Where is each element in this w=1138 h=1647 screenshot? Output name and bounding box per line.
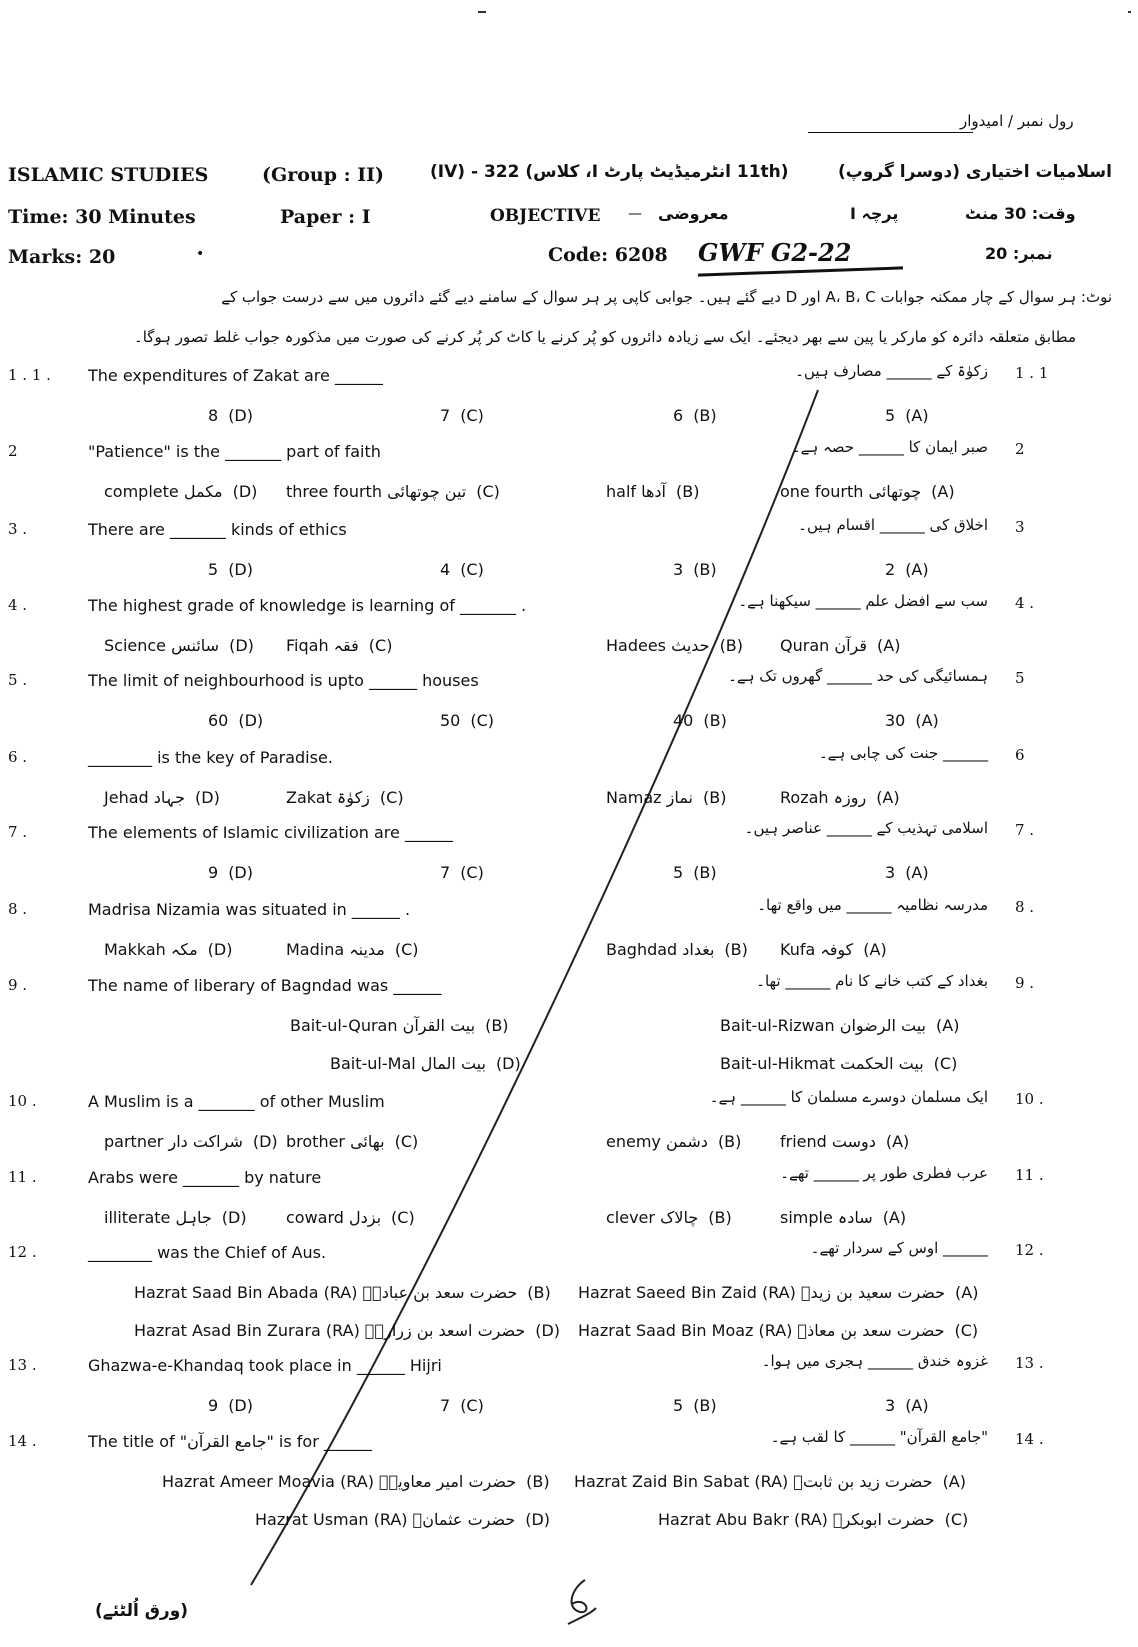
option-b [673,1396,717,1415]
question-number: 10 . [8,1092,37,1110]
question-text-en: ________ was the Chief of Aus. [88,1243,327,1262]
option-a [720,1016,959,1035]
option-letter: (D) [221,1208,247,1227]
option-text: Hazrat Saad Bin Moaz (RA) حضرت سعد بن معاذؓ [578,1321,945,1340]
objective-label-ur: معروضی [658,204,729,223]
question-text-ur: "جامع القرآن" ______ کا لقب ہے۔ [770,1428,988,1446]
option-a [780,1208,906,1227]
option-c [286,940,419,959]
option-d [104,940,232,959]
option-c [286,788,404,807]
turn-over-note: (ورق اُلٹئے) [95,1601,189,1621]
option-c [286,482,500,501]
option-a [780,482,955,501]
option-text: clever چالاک [606,1208,699,1227]
question-number-ur: 14 . [1015,1430,1044,1448]
option-letter: (D) [228,863,253,882]
option-letter: (A) [936,1016,960,1035]
option-text: illiterate جاہل [104,1208,212,1227]
option-a [780,788,900,807]
subject-title-en: ISLAMIC STUDIES [8,164,209,186]
option-letter: (D) [195,788,220,807]
option-text: Quran قرآن [780,636,868,655]
question-text-en: The limit of neighbourhood is upto ______ houses [88,671,479,690]
question-number-ur: 3 [1015,518,1025,536]
option-letter: (B) [702,788,727,807]
option-d [104,1132,278,1151]
option-letter: (A) [882,1208,907,1227]
option-letter: (B) [693,1396,717,1415]
question-text-en: "Patience" is the _______ part of faith [88,442,381,461]
option-text: 9 [208,1396,219,1415]
option-text: partner شراکت دار [104,1132,243,1151]
question-number: 12 . [8,1243,37,1261]
option-letter: (A) [931,482,955,501]
option-d [104,482,257,501]
question-text-ur: مدرسہ نظامیہ ______ میں واقع تھا۔ [757,896,988,914]
question-text-en: The title of "جامع القرآن" is for ______ [88,1432,372,1451]
option-text: enemy دشمن [606,1132,708,1151]
option-text: Hazrat Saad Bin Abada (RA) حضرت سعد بن عبادہؓ [134,1283,518,1302]
option-text: Zakat زکوٰۃ [286,788,370,807]
option-text: Madina مدینہ [286,940,385,959]
time-label-ur: وقت: 30 منٹ [965,204,1076,223]
option-text: Science سائنس [104,636,220,655]
option-text: 7 [440,406,451,425]
question-number: 2 [8,442,18,460]
option-b [673,406,717,425]
question-number: 5 . [8,671,28,689]
question-text-ur: اسلامی تہذیب کے ______ عناصر ہیں۔ [744,819,988,837]
option-text: 5 [208,560,219,579]
question-number: 4 . [8,596,28,614]
question-text-en: ________ is the key of Paradise. [88,748,333,767]
option-b [606,940,748,959]
question-text-ur: ہمسائیگی کی حد ______ گھروں تک ہے۔ [728,667,988,685]
option-text: Bait-ul-Hikmat بیت الحکمت [720,1054,924,1073]
option-letter: (A) [905,1396,929,1415]
option-letter: (C) [391,1208,415,1227]
option-letter: (B) [719,636,744,655]
option-letter: (B) [527,1283,551,1302]
instruction-note-line-1: نوٹ: ہر سوال کے چار ممکنہ جوابات A، B، C اور D دیے گئے ہیں۔ جوابی کاپی پر ہر سوال کے سامنے دیے گئے دائروں میں سے درست جواب کے [221,288,1112,306]
marks-label-ur: نمبر: 20 [985,244,1053,263]
option-text: half آدھا [606,482,666,501]
option-c [658,1510,968,1529]
option-c [578,1321,978,1340]
question-number: 8 . [8,900,28,918]
paper-code-title-ur: (11th انٹرمیڈیٹ پارٹ I، کلاس) 322 - (IV) [430,162,789,182]
option-text: Hazrat Abu Bakr (RA) حضرت ابوبکرؓ [658,1510,935,1529]
option-text: 40 [673,711,694,730]
option-a [885,1396,929,1415]
option-b [606,636,743,655]
option-text: 7 [440,863,451,882]
question-text-ur: سب سے افضل علم ______ سیکھنا ہے۔ [738,592,988,610]
option-letter: (B) [526,1472,550,1491]
option-text: 9 [208,863,219,882]
option-c [720,1054,957,1073]
option-letter: (D) [495,1054,521,1073]
option-text: 60 [208,711,229,730]
option-c [440,1396,484,1415]
option-text: 7 [440,1396,451,1415]
option-b [673,863,717,882]
option-letter: (D) [228,406,253,425]
option-letter: (A) [905,406,929,425]
option-b [606,1208,732,1227]
option-letter: (C) [379,788,404,807]
option-a [780,636,900,655]
option-letter: (B) [703,711,727,730]
option-text: Bait-ul-Quran بیت القرآن [290,1016,476,1035]
option-letter: (C) [470,711,495,730]
option-d [208,711,263,730]
option-letter: (A) [877,636,901,655]
question-text-en: A Muslim is a _______ of other Muslim [88,1092,385,1111]
option-text: three fourth تین چوتھائی [286,482,467,501]
option-letter: (B) [676,482,700,501]
bullet-dot: • [196,246,205,262]
question-number-ur: 13 . [1015,1354,1044,1372]
question-text-ur: ایک مسلمان دوسرے مسلمان کا ______ ہے۔ [709,1088,988,1106]
question-number-ur: 6 [1015,746,1025,764]
option-letter: (D) [535,1321,561,1340]
option-letter: (D) [252,1132,278,1151]
option-d [104,1208,247,1227]
option-c [286,1208,415,1227]
option-c [440,406,484,425]
question-number-ur: 4 . [1015,594,1035,612]
option-a [885,711,939,730]
option-text: Hadees حدیث [606,636,710,655]
option-text: 3 [673,560,684,579]
option-d [255,1510,550,1529]
option-d [208,863,253,882]
question-text-ur: عرب فطری طور پر ______ تھے۔ [780,1164,988,1182]
option-c [286,636,392,655]
option-text: Hazrat Zaid Bin Sabat (RA) حضرت زید بن ثابتؓ [574,1472,933,1491]
option-letter: (D) [228,1396,253,1415]
option-text: Bait-ul-Mal بیت المال [330,1054,486,1073]
option-letter: (B) [693,560,717,579]
question-number: 3 . [8,520,28,538]
option-text: complete مکمل [104,482,223,501]
option-c [286,1132,418,1151]
option-text: 2 [885,560,896,579]
option-d [104,636,254,655]
question-number: 13 . [8,1356,37,1374]
option-letter: (B) [693,863,717,882]
option-text: 6 [673,406,684,425]
option-letter: (A) [885,1132,910,1151]
time-label-en: Time: 30 Minutes [8,206,196,228]
question-text-en: The name of liberary of Bagndad was ______ [88,976,442,995]
roll-number-label: رول نمبر / امیدوار [960,112,1074,130]
option-b [290,1016,509,1035]
option-text: 5 [673,1396,684,1415]
option-text: Baghdad بغداد [606,940,715,959]
option-letter: (D) [232,482,258,501]
option-b [162,1472,550,1491]
option-letter: (A) [942,1472,966,1491]
code-label-en: Code: 6208 [548,244,668,266]
option-letter: (A) [915,711,939,730]
option-letter: (B) [717,1132,742,1151]
question-number: 14 . [8,1432,37,1450]
question-text-en: Arabs were _______ by nature [88,1168,322,1187]
question-text-ur: بغداد کے کتب خانے کا نام ______ تھا۔ [756,972,988,990]
paper-label-ur: پرچہ I [850,204,899,223]
option-letter: (A) [876,788,900,807]
option-d [330,1054,521,1073]
option-text: 3 [885,863,896,882]
option-letter: (C) [394,940,419,959]
question-text-en: The expenditures of Zakat are ______ [88,366,383,385]
option-c [440,711,494,730]
question-number: 1 . 1 . [8,366,51,384]
option-text: Hazrat Saeed Bin Zaid (RA) حضرت سعید بن زیدؓ [578,1283,946,1302]
option-letter: (C) [460,1396,484,1415]
option-text: Makkah مکہ [104,940,198,959]
option-a [885,406,929,425]
option-letter: (D) [207,940,233,959]
question-number-ur: 2 [1015,440,1025,458]
question-text-en: Madrisa Nizamia was situated in ______ . [88,900,411,919]
question-number-ur: 5 [1015,669,1025,687]
objective-label-en: OBJECTIVE [490,206,601,226]
option-b [134,1283,551,1302]
question-number: 7 . [8,823,28,841]
option-c [440,863,484,882]
option-text: simple سادہ [780,1208,873,1227]
option-b [673,711,727,730]
question-text-ur: اخلاق کی ______ اقسام ہیں۔ [798,516,988,534]
option-text: coward بزدل [286,1208,382,1227]
option-letter: (B) [724,940,748,959]
option-letter: (C) [954,1321,979,1340]
question-text-ur: ______ اوس کے سردار تھے۔ [810,1239,988,1257]
option-text: Bait-ul-Rizwan بیت الرضوان [720,1016,926,1035]
option-d [104,788,220,807]
option-a [780,1132,909,1151]
question-number-ur: 10 . [1015,1090,1044,1108]
roll-number-line [808,132,973,133]
option-letter: (A) [905,863,929,882]
option-letter: (C) [460,560,484,579]
question-number-ur: 8 . [1015,898,1035,916]
option-letter: (D) [238,711,264,730]
question-text-en: The highest grade of knowledge is learning of _______ . [88,596,527,615]
option-b [606,482,699,501]
option-letter: (B) [708,1208,732,1227]
option-letter: (C) [476,482,500,501]
question-number-ur: 11 . [1015,1166,1044,1184]
question-number: 6 . [8,748,28,766]
question-text-en: Ghazwa-e-Khandaq took place in ______ Hijri [88,1356,442,1375]
option-letter: (A) [955,1283,979,1302]
question-text-ur: صبر ایمان کا ______ حصہ ہے۔ [791,438,988,456]
option-letter: (C) [368,636,393,655]
option-a [885,863,929,882]
option-letter: (B) [485,1016,509,1035]
option-c [440,560,484,579]
group-label-en: (Group : II) [262,164,385,186]
option-text: 4 [440,560,451,579]
option-text: friend دوست [780,1132,876,1151]
option-letter: (C) [460,863,484,882]
option-text: 3 [885,1396,896,1415]
option-letter: (D) [229,636,254,655]
question-text-ur: زکوٰۃ کے ______ مصارف ہیں۔ [795,362,988,380]
option-text: 8 [208,406,219,425]
objective-dash: — [628,206,642,222]
option-text: Hazrat Usman (RA) حضرت عثمانؓ [255,1510,516,1529]
option-text: Jehad جہاد [104,788,186,807]
question-text-ur: غزوہ خندق ______ ہجری میں ہوا۔ [761,1352,988,1370]
option-d [208,406,253,425]
handwritten-code-note: GWF G2-22 [698,238,852,267]
option-letter: (B) [693,406,717,425]
option-letter: (D) [525,1510,551,1529]
option-letter: (C) [394,1132,419,1151]
option-a [574,1472,966,1491]
option-letter: (C) [944,1510,969,1529]
option-b [606,1132,741,1151]
question-number-ur: 12 . [1015,1241,1044,1259]
option-d [208,1396,253,1415]
question-number-ur: 1 . 1 [1015,364,1049,382]
marks-label-en: Marks: 20 [8,246,116,268]
question-text-en: The elements of Islamic civilization are ______ [88,823,453,842]
option-a [885,560,929,579]
question-text-ur: ______ جنت کی چابی ہے۔ [818,744,988,762]
option-text: 5 [885,406,896,425]
option-letter: (A) [905,560,929,579]
option-b [673,560,717,579]
option-a [780,940,887,959]
option-d [134,1321,560,1340]
question-number: 9 . [8,976,28,994]
subject-title-ur: اسلامیات اختیاری (دوسرا گروپ) [838,162,1112,182]
instruction-note-line-2: مطابق متعلقہ دائرہ کو مارکر یا پین سے بھر دیجئے۔ ایک سے زیادہ دائروں کو پُر کرنے یا کاٹ کر پُر کرنے کی صورت میں مذکورہ جواب غلط تصور ہوگا۔ [133,328,1076,346]
question-number-ur: 9 . [1015,974,1035,992]
option-text: Hazrat Ameer Moavia (RA) حضرت امیر معاویہؓ [162,1472,517,1491]
option-b [606,788,726,807]
option-text: Rozah روزہ [780,788,867,807]
option-letter: (C) [460,406,484,425]
option-d [208,560,253,579]
option-a [578,1283,978,1302]
paper-label-en: Paper : I [280,206,371,228]
option-text: 5 [673,863,684,882]
option-text: Kufa کوفہ [780,940,854,959]
option-text: brother بھائی [286,1132,385,1151]
option-text: Fiqah فقہ [286,636,359,655]
option-letter: (A) [863,940,887,959]
option-text: one fourth چوتھائی [780,482,922,501]
option-text: Namaz نماز [606,788,693,807]
option-text: 30 [885,711,906,730]
option-letter: (D) [228,560,253,579]
option-letter: (C) [933,1054,958,1073]
question-number: 11 . [8,1168,37,1186]
question-number-ur: 7 . [1015,821,1035,839]
option-text: 50 [440,711,461,730]
question-text-en: There are _______ kinds of ethics [88,520,347,539]
option-text: Hazrat Asad Bin Zurara (RA) حضرت اسعد بن زرارہؓ [134,1321,526,1340]
